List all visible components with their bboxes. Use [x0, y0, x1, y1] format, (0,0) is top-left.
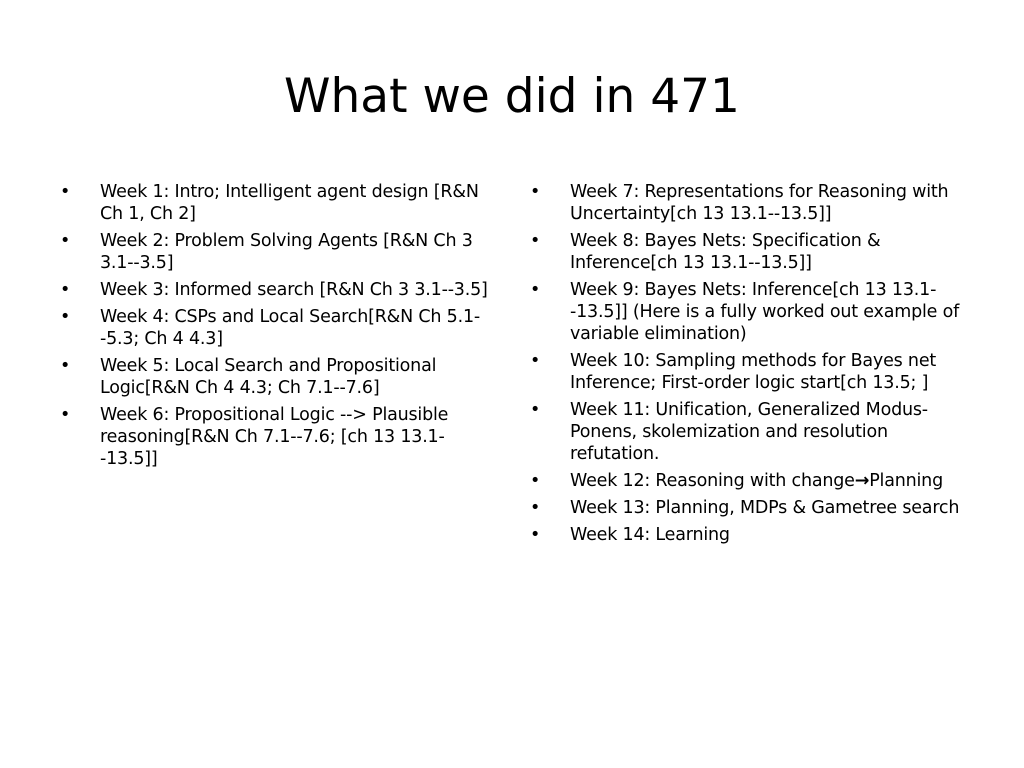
list-item — [56, 181, 496, 225]
bullet-icon: • — [530, 400, 541, 420]
list-item-text: Week 13: Planning, MDPs & Gametree search — [570, 498, 960, 518]
list-item — [526, 230, 976, 274]
bullet-icon: • — [60, 356, 71, 376]
bullet-icon: • — [530, 525, 541, 545]
list-item — [56, 404, 496, 470]
bullet-icon: • — [530, 471, 541, 491]
list-item-text: Week 1: Intro; Intelligent agent design [R&N Ch 1, Ch 2] — [100, 182, 479, 224]
list-item-text: Week 5: Local Search and Propositional Logic[R&N Ch 4 4.3; Ch 7.1--7.6] — [100, 356, 437, 398]
list-item-text: Week 9: Bayes Nets: Inference[ch 13 13.1--13.5]] (Here is a fully worked out example of variable elimination) — [570, 280, 960, 344]
list-item-text: Week 8: Bayes Nets: Specification & Inference[ch 13 13.1--13.5]] — [570, 231, 881, 273]
list-item — [526, 524, 976, 546]
list-item — [56, 230, 496, 274]
list-item-text: Week 3: Informed search [R&N Ch 3 3.1--3.5] — [100, 280, 488, 300]
list-item-text: Week 6: Propositional Logic --> Plausible reasoning[R&N Ch 7.1--7.6; [ch 13 13.1--13.5]] — [100, 405, 449, 469]
bullet-icon: • — [530, 280, 541, 300]
right-bullet-list — [526, 181, 976, 551]
list-item-text: Week 2: Problem Solving Agents [R&N Ch 3 3.1--3.5] — [100, 231, 473, 273]
bullet-icon: • — [60, 405, 71, 425]
list-item — [526, 470, 976, 492]
list-item-text: Week 12: Reasoning with change — [570, 471, 855, 491]
list-item — [56, 279, 496, 301]
left-bullet-list — [56, 181, 496, 475]
bullet-icon: • — [530, 498, 541, 518]
list-item — [526, 497, 976, 519]
bullet-icon: • — [60, 307, 71, 327]
right-arrow-icon: → — [854, 471, 870, 491]
list-item-text: Week 11: Unification, Generalized Modus-Ponens, skolemization and resolution refutation. — [570, 400, 928, 464]
list-item — [526, 181, 976, 225]
bullet-icon: • — [530, 182, 541, 202]
list-item — [526, 350, 976, 394]
bullet-icon: • — [530, 351, 541, 371]
list-item-text: Week 10: Sampling methods for Bayes net Inference; First-order logic start[ch 13.5; ] — [570, 351, 937, 393]
list-item — [56, 306, 496, 350]
list-item — [526, 399, 976, 465]
list-item — [56, 355, 496, 399]
slide-title: What we did in 471 — [284, 69, 740, 124]
list-item-text: Week 7: Representations for Reasoning with Uncertainty[ch 13 13.1--13.5]] — [570, 182, 949, 224]
bullet-icon: • — [60, 182, 71, 202]
bullet-icon: • — [60, 280, 71, 300]
list-item-text: Week 4: CSPs and Local Search[R&N Ch 5.1--5.3; Ch 4 4.3] — [100, 307, 480, 349]
bullet-icon: • — [60, 231, 71, 251]
list-item — [526, 279, 976, 345]
list-item-text: Planning — [869, 471, 943, 491]
list-item-text: Week 14: Learning — [570, 525, 730, 545]
bullet-icon: • — [530, 231, 541, 251]
